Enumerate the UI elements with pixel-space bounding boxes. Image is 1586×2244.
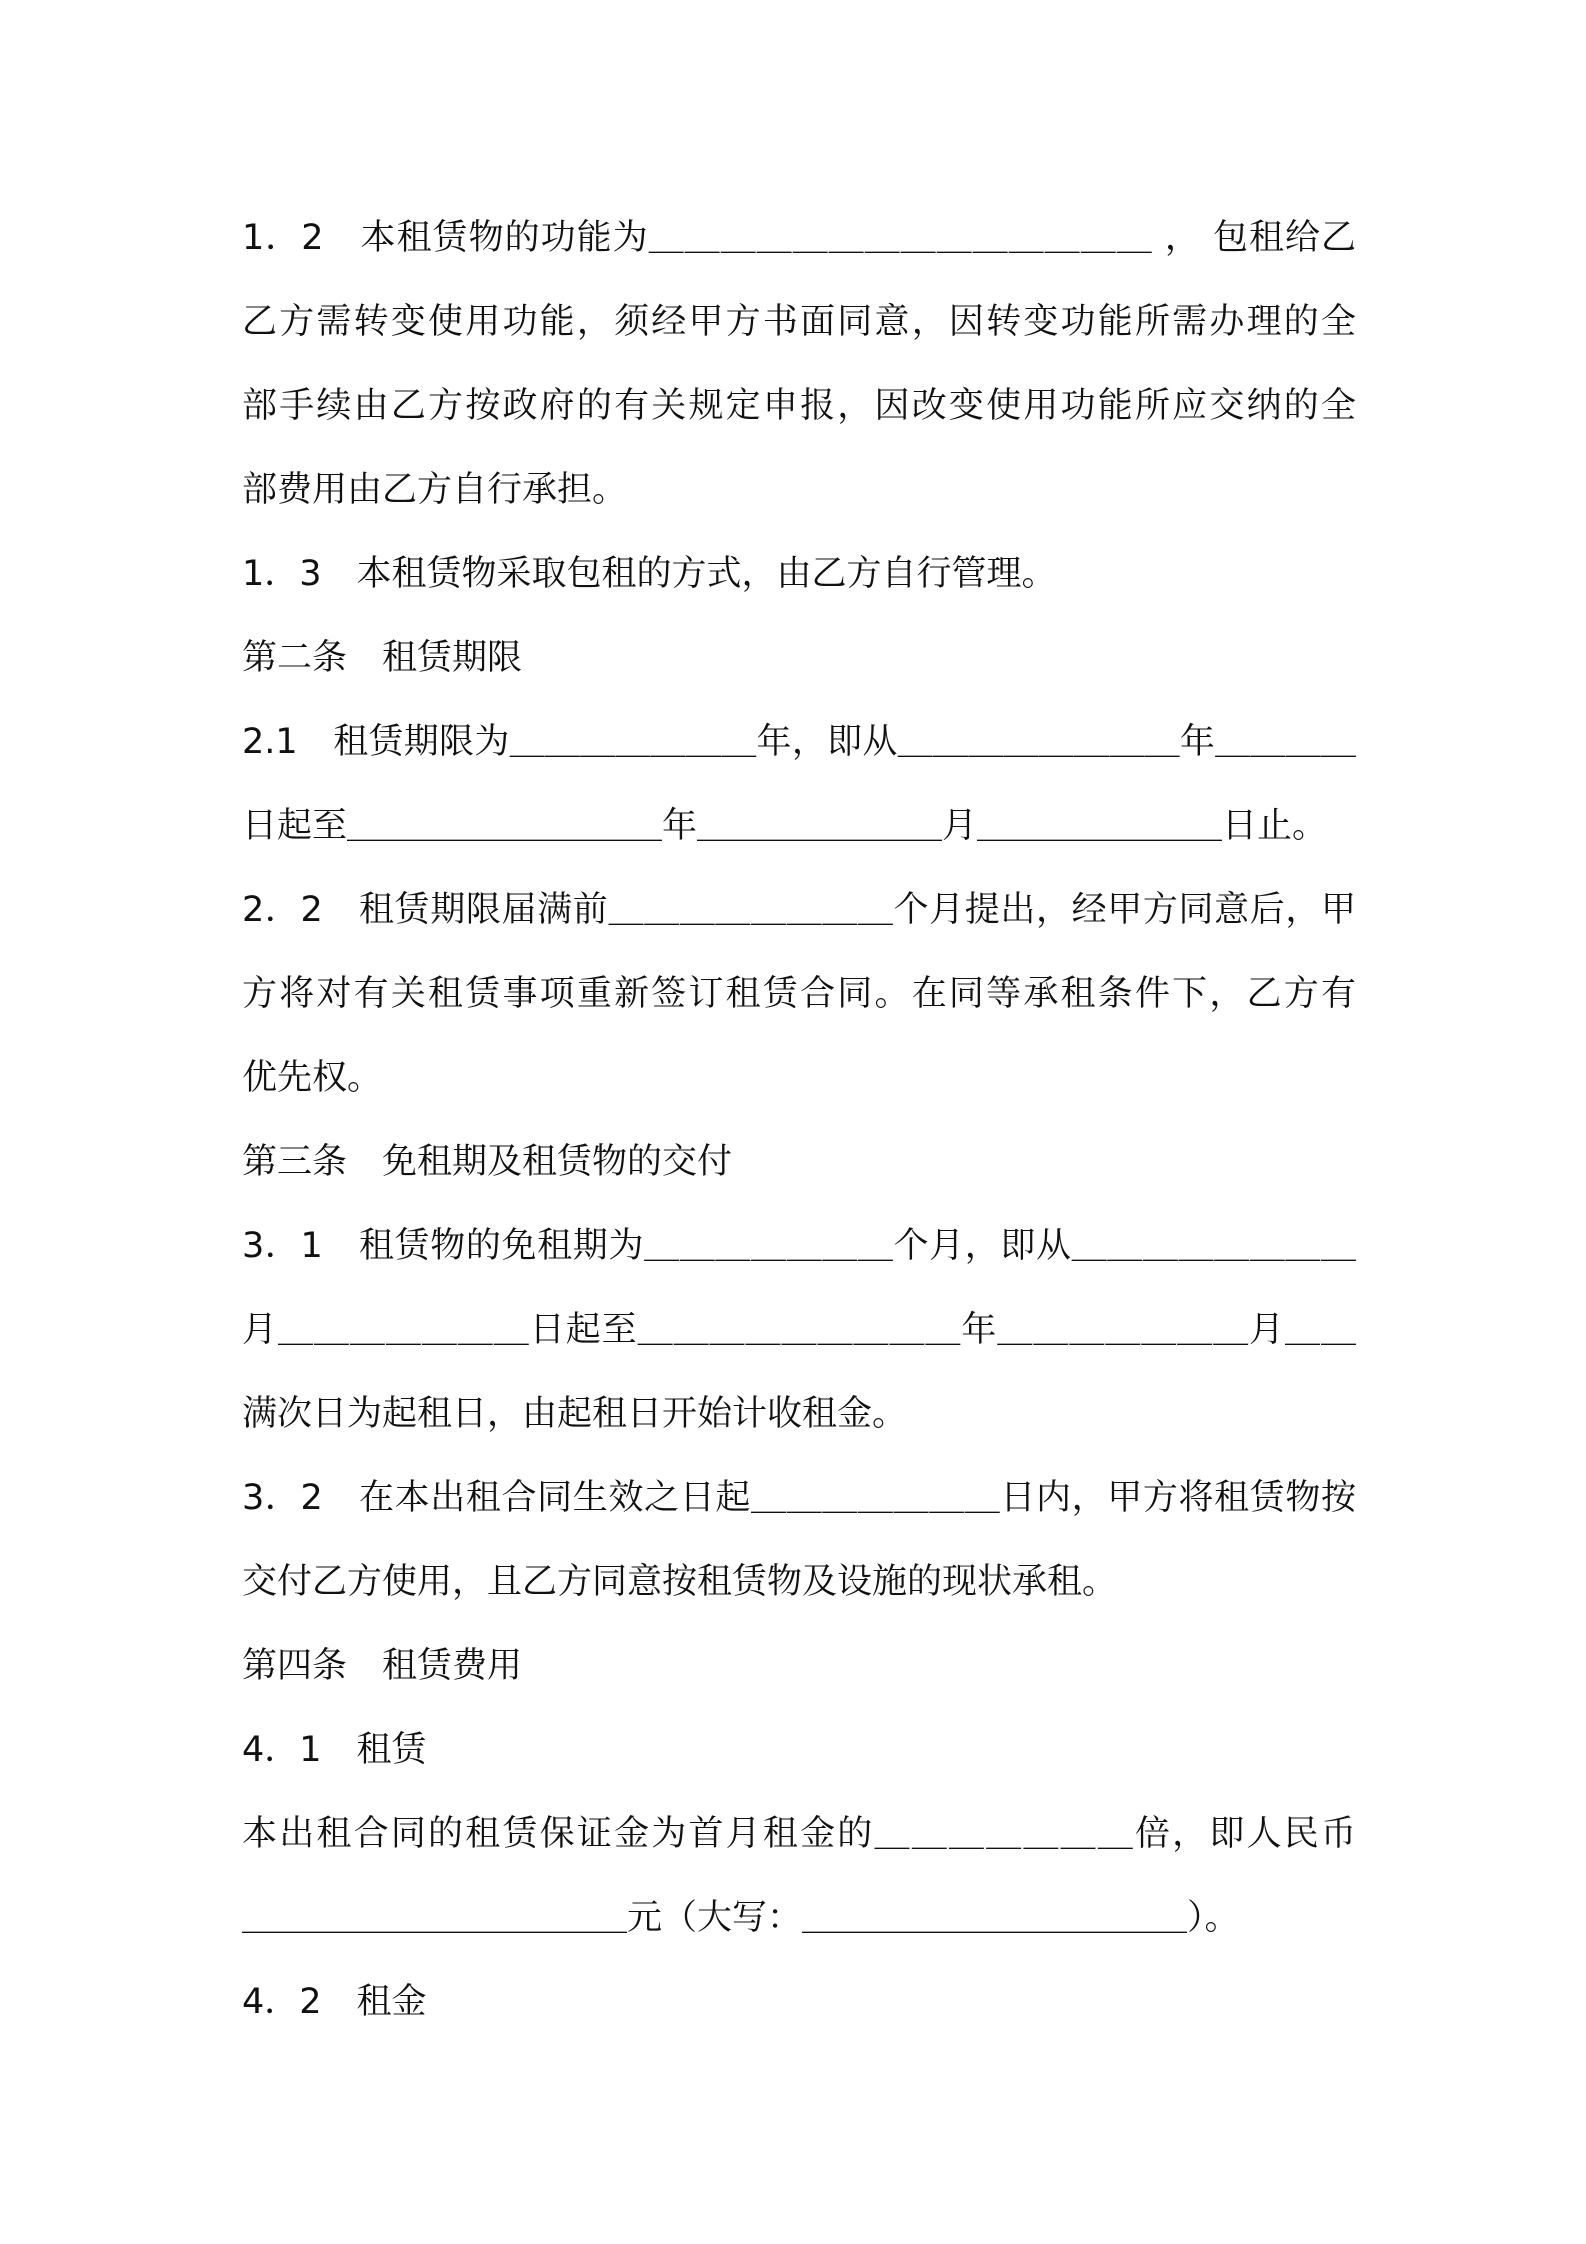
clause-2-1-line-1: 2.1 租赁期限为＿＿＿＿＿＿＿年，即从＿＿＿＿＿＿＿＿年＿＿＿＿ xyxy=(242,722,1356,762)
clause-3-1-line-1: 3．1 租赁物的免租期为＿＿＿＿＿＿＿个月，即从＿＿＿＿＿＿＿＿ xyxy=(242,1226,1356,1266)
article-2-heading: 第二条 租赁期限 xyxy=(242,638,523,678)
clause-3-1-line-3: 满次日为起租日，由起租日开始计收租金。 xyxy=(242,1394,908,1434)
clause-1-3: 1．3 本租赁物采取包租的方式，由乙方自行管理。 xyxy=(242,554,1057,594)
clause-3-2-line-2: 交付乙方使用，且乙方同意按租赁物及设施的现状承租。 xyxy=(242,1562,1118,1602)
contract-text xyxy=(242,196,1356,2044)
article-3-heading: 第三条 免租期及租赁物的交付 xyxy=(242,1142,733,1182)
clause-2-2-line-1: 2．2 租赁期限届满前＿＿＿＿＿＿＿＿个月提出，经甲方同意后，甲 xyxy=(242,890,1356,930)
clause-1-2-line-2: 乙方需转变使用功能，须经甲方书面同意，因转变功能所需办理的全 xyxy=(242,302,1356,342)
clause-1-2-line-3: 部手续由乙方按政府的有关规定申报，因改变使用功能所应交纳的全 xyxy=(242,386,1356,426)
clause-1-2-line-1: 1．2 本租赁物的功能为＿＿＿＿＿＿＿＿＿＿＿＿＿＿ ， 包租给乙 xyxy=(242,218,1356,258)
clause-4-2-heading: 4．2 租金 xyxy=(242,1982,427,2022)
clause-2-2-line-3: 优先权。 xyxy=(242,1058,383,1098)
clause-3-2-line-1: 3．2 在本出租合同生效之日起＿＿＿＿＿＿＿日内，甲方将租赁物按 xyxy=(242,1478,1356,1518)
clause-3-1-line-2: 月＿＿＿＿＿＿＿日起至＿＿＿＿＿＿＿＿＿年＿＿＿＿＿＿＿月＿＿ xyxy=(242,1310,1356,1350)
article-4-heading: 第四条 租赁费用 xyxy=(242,1646,523,1686)
clause-4-1-heading: 4．1 租赁 xyxy=(242,1730,427,1770)
clause-1-2-line-4: 部费用由乙方自行承担。 xyxy=(242,470,628,510)
clause-4-1-line-2: ＿＿＿＿＿＿＿＿＿＿＿元（大写：＿＿＿＿＿＿＿＿＿＿＿）。 xyxy=(242,1898,1240,1938)
clause-4-1-line-1: 本出租合同的租赁保证金为首月租金的＿＿＿＿＿＿＿倍，即人民币 xyxy=(242,1814,1356,1854)
clause-2-1-line-2: 日起至＿＿＿＿＿＿＿＿＿年＿＿＿＿＿＿＿月＿＿＿＿＿＿＿日止。 xyxy=(242,806,1328,846)
clause-2-2-line-2: 方将对有关租赁事项重新签订租赁合同。在同等承租条件下，乙方有 xyxy=(242,974,1356,1014)
